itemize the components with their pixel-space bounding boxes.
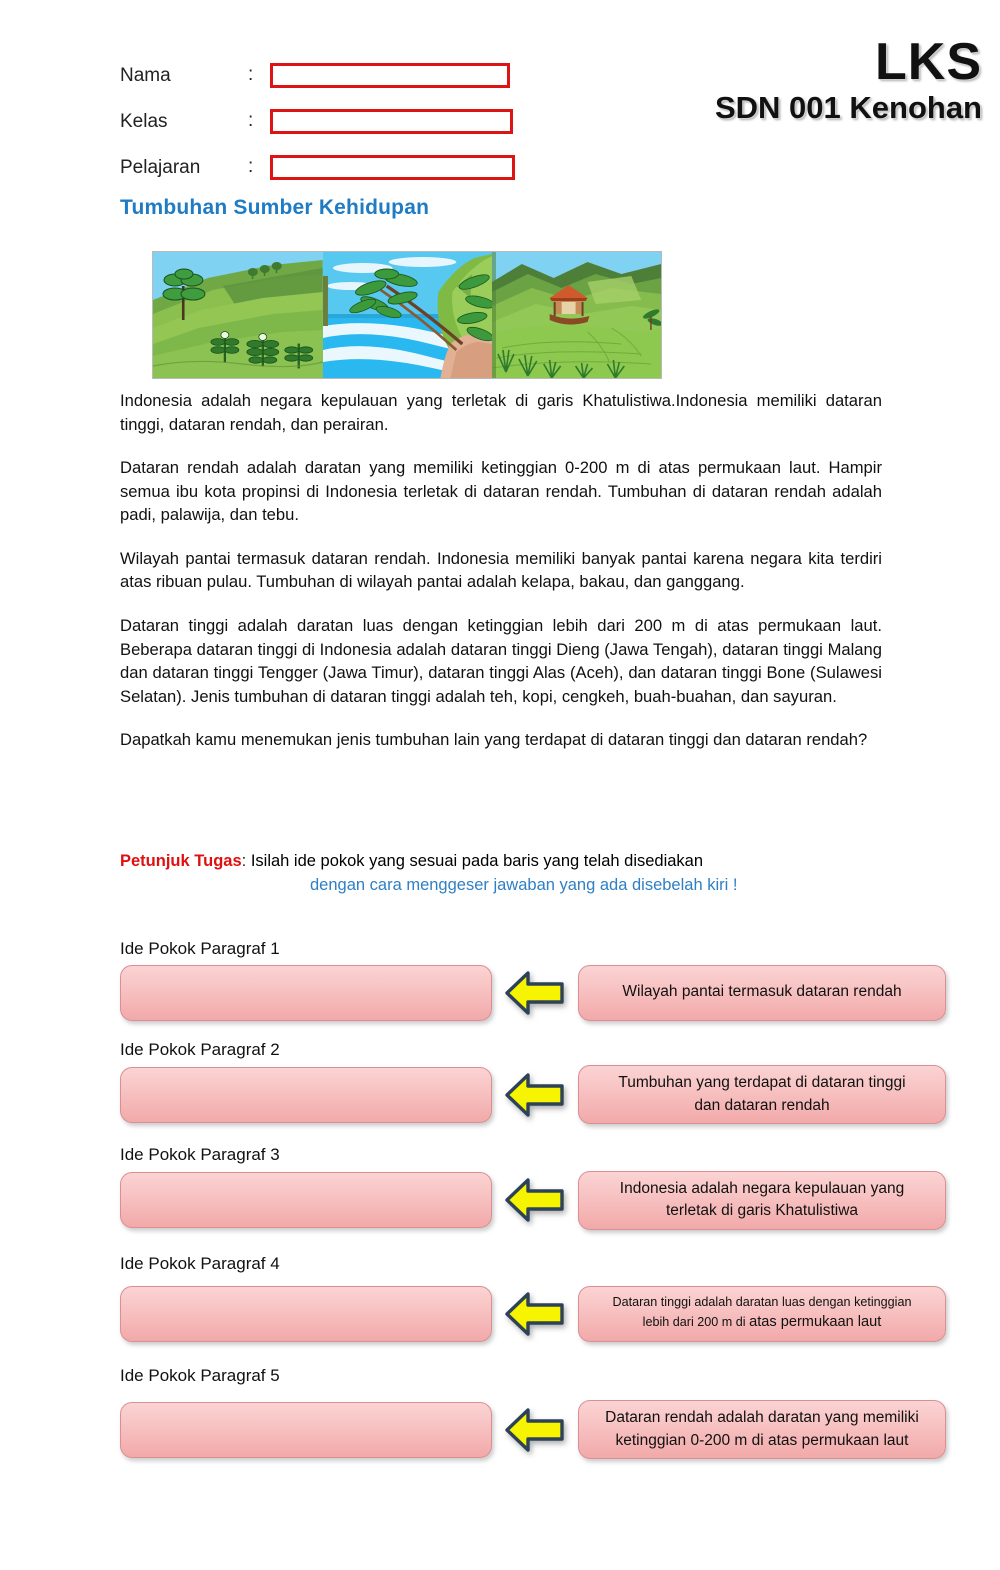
arrow-wrap-3: [492, 1175, 578, 1225]
identity-label-pelajaran: Pelajaran: [120, 156, 201, 178]
option-card-4[interactable]: [578, 1286, 946, 1342]
arrow-wrap-5: [492, 1405, 578, 1455]
answer-drop-zone-3[interactable]: [120, 1172, 492, 1228]
option-card-5[interactable]: [578, 1400, 946, 1459]
arrow-wrap-4: [492, 1289, 578, 1339]
row-body-4: [120, 1286, 980, 1342]
answer-drop-zone-1[interactable]: [120, 965, 492, 1021]
row-label-paragraf-3: Ide Pokok Paragraf 3: [120, 1145, 280, 1165]
highland-scene-icon: [153, 252, 323, 378]
arrow-left-icon: [504, 1175, 566, 1225]
option-card-4-line-2: lebih dari 200 m di: [642, 1315, 750, 1330]
option-card-4-line-1: Dataran tinggi adalah daratan luas dengan ketinggian: [612, 1295, 912, 1310]
identity-label-nama: Nama: [120, 64, 171, 86]
identity-row-nama: [120, 52, 520, 98]
instruction-block: [120, 850, 890, 898]
arrow-left-icon: [504, 1405, 566, 1455]
identity-label-kelas: Kelas: [120, 110, 168, 132]
option-card-3-line-1: Indonesia adalah negara kepulauan yang: [619, 1180, 905, 1197]
reading-passage: [120, 389, 882, 752]
option-card-2[interactable]: [578, 1065, 946, 1124]
match-row-3: [120, 1146, 980, 1230]
plateau-panel: [492, 252, 661, 378]
identity-colon-nama: :: [248, 64, 254, 85]
option-card-4-line-3: atas permukaan laut: [749, 1314, 882, 1331]
identity-colon-kelas: :: [248, 110, 254, 131]
pelajaran-input[interactable]: [270, 155, 515, 180]
brand-subtitle: SDN 001 Kenohan: [714, 90, 982, 125]
passage-paragraph-4: Dataran tinggi adalah daratan luas dengan ketinggian lebih dari 200 m di atas permukaan laut. Beberapa dataran tinggi di Indonesia adalah dataran tinggi Dieng (Jawa Tengah), dataran tinggi Malang dan dataran tinggi Tengger (Jawa Timur), dataran tinggi Alas (Aceh), dan dataran tinggi Bone (Sulawesi Selatan). Jenis tumbuhan di dataran tinggi adalah teh, kopi, cengkeh, buah-buahan, dan sayuran.: [120, 615, 882, 706]
row-label-paragraf-5: Ide Pokok Paragraf 5: [120, 1365, 280, 1385]
page-title: Tumbuhan Sumber Kehidupan: [120, 196, 430, 219]
arrow-left-icon: [504, 1070, 566, 1120]
row-body-3: [120, 1171, 980, 1230]
instruction-colon: :: [241, 852, 247, 870]
plateau-scene-icon: [492, 252, 661, 378]
highland-panel: [153, 252, 323, 378]
row-label-paragraf-1: Ide Pokok Paragraf 1: [120, 939, 280, 958]
coast-scene-icon: [323, 252, 492, 378]
coast-panel: [323, 252, 492, 378]
instruction-label: Petunjuk Tugas: [120, 852, 242, 870]
row-label-paragraf-4: Ide Pokok Paragraf 4: [120, 1253, 280, 1273]
identity-block: [120, 52, 520, 190]
matching-area: [120, 940, 980, 1459]
brand-title: LKS: [875, 33, 982, 91]
match-row-1: [120, 940, 980, 1021]
option-card-1[interactable]: [578, 965, 946, 1021]
option-card-4-text: [613, 1293, 912, 1334]
row-label-paragraf-2: Ide Pokok Paragraf 2: [120, 1039, 280, 1059]
kelas-input[interactable]: [270, 109, 513, 134]
arrow-wrap-2: [492, 1070, 578, 1120]
arrow-left-icon: [504, 1289, 566, 1339]
illustration-image: [152, 251, 662, 379]
option-card-5-line-2: ketinggian 0-200 m di atas permukaan laut: [615, 1431, 909, 1449]
answer-drop-zone-4[interactable]: [120, 1286, 492, 1342]
row-body-1: [120, 965, 980, 1021]
nama-input[interactable]: [270, 63, 510, 88]
option-card-3-line-2: terletak di garis Khatulistiwa: [665, 1202, 859, 1220]
match-row-5: [120, 1367, 980, 1460]
identity-row-pelajaran: [120, 144, 520, 190]
option-card-3[interactable]: [578, 1171, 946, 1230]
option-card-2-line-2: dan dataran rendah: [694, 1096, 830, 1114]
match-row-2: [120, 1041, 980, 1125]
option-card-5-text: [605, 1407, 919, 1452]
option-card-2-text: [618, 1072, 905, 1117]
arrow-wrap-1: [492, 968, 578, 1018]
match-row-4: [120, 1255, 980, 1342]
passage-paragraph-1: Indonesia adalah negara kepulauan yang terletak di garis Khatulistiwa.Indonesia memiliki dataran tinggi, dataran rendah, dan perairan.: [120, 391, 882, 434]
option-card-1-text: Wilayah pantai termasuk dataran rendah: [622, 983, 902, 1001]
option-card-5-line-1: Dataran rendah adalah daratan yang memiliki: [605, 1409, 919, 1427]
instruction-line-1: Isilah ide pokok yang sesuai pada baris yang telah disediakan: [250, 852, 704, 870]
row-body-2: [120, 1065, 980, 1124]
option-card-3-text: [620, 1178, 904, 1223]
answer-drop-zone-5[interactable]: [120, 1402, 492, 1458]
passage-paragraph-3: Wilayah pantai termasuk dataran rendah. Indonesia memiliki banyak pantai karena negara kita terdiri atas ribuan pulau. Tumbuhan di wilayah pantai adalah kelapa, bakau, dan ganggang.: [120, 548, 882, 592]
passage-paragraph-2: Dataran rendah adalah daratan yang memiliki ketinggian 0-200 m di atas permukaan laut. Hampir semua ibu kota propinsi di Indonesia terletak di dataran rendah. Tumbuhan di dataran rendah adalah padi, palawija, dan tebu.: [120, 458, 882, 525]
identity-colon-pelajaran: :: [248, 156, 254, 177]
answer-drop-zone-2[interactable]: [120, 1067, 492, 1123]
brand-block: [714, 33, 982, 126]
arrow-left-icon: [504, 968, 566, 1018]
identity-row-kelas: [120, 98, 520, 144]
passage-paragraph-5: Dapatkah kamu menemukan jenis tumbuhan lain yang terdapat di dataran tinggi dan dataran rendah?: [120, 730, 868, 750]
option-card-2-line-1: Tumbuhan yang terdapat di dataran tinggi: [618, 1074, 906, 1092]
instruction-line-2: dengan cara menggeser jawaban yang ada disebelah kiri !: [310, 875, 738, 894]
row-body-5: [120, 1400, 980, 1459]
